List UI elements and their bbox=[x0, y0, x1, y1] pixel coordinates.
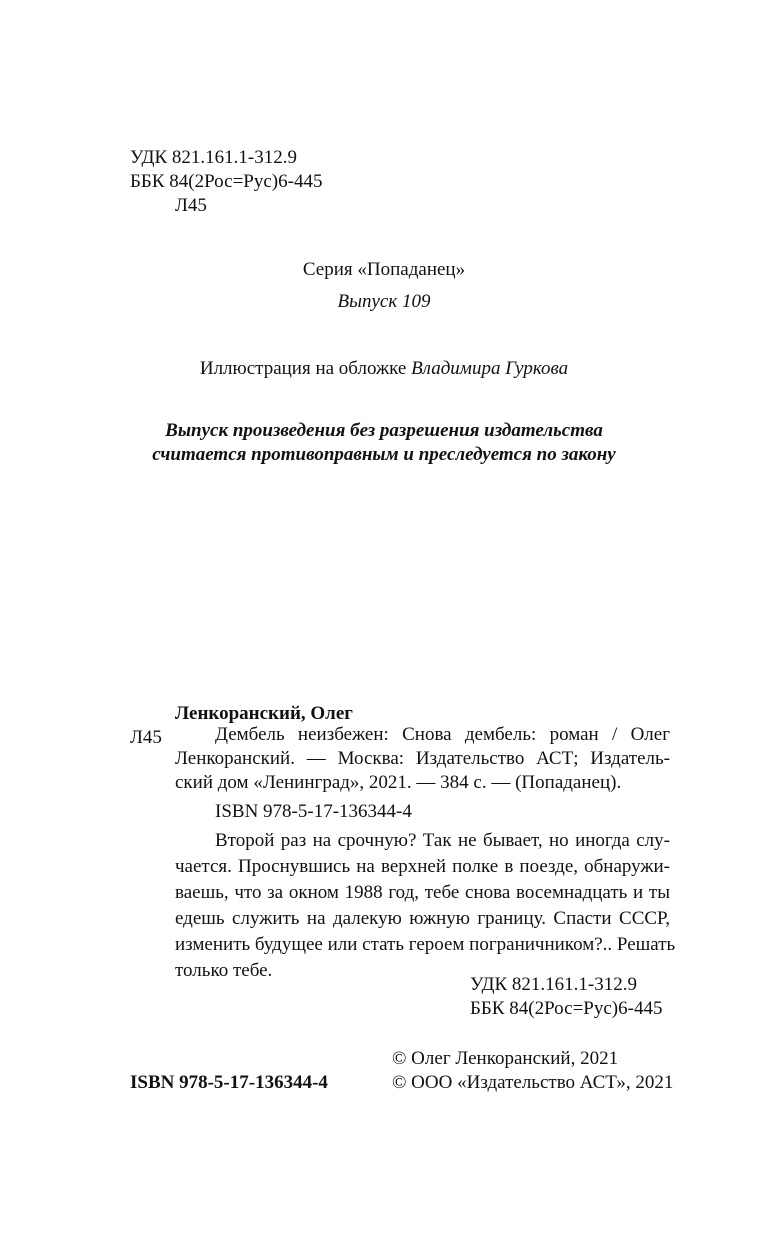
legal-warning-line-2: считается противоправным и преследуется по закону bbox=[152, 444, 616, 465]
legal-warning-line-1: Выпуск произведения без разрешения издательства bbox=[165, 420, 603, 441]
annotation bbox=[175, 828, 676, 984]
catalog-isbn: ISBN 978-5-17-136344-4 bbox=[215, 801, 412, 822]
annotation-line: ваешь, что за окном 1988 год, тебе снова восемнадцать и ты bbox=[175, 882, 670, 903]
illustration-credit bbox=[0, 357, 768, 381]
footer-isbn: ISBN 978-5-17-136344-4 bbox=[130, 1072, 328, 1093]
illustration-artist: Владимира Гуркова bbox=[411, 358, 569, 379]
annotation-line: едешь служить на далекую южную границу. Спасти СССР, bbox=[175, 908, 670, 929]
catalog-entry-line: Дембель неизбежен: Снова дембель: роман / Олег bbox=[215, 724, 670, 745]
annotation-line: Второй раз на срочную? Так не бывает, но иногда слу- bbox=[215, 830, 670, 851]
annotation-line: только тебе. bbox=[175, 960, 273, 981]
catalog-entry bbox=[175, 723, 670, 795]
copyright-publisher: © ООО «Издательство АСТ», 2021 bbox=[392, 1072, 674, 1093]
series-issue: Выпуск 109 bbox=[337, 291, 431, 312]
catalog-bbk: ББК 84(2Рос=Рус)6-445 bbox=[470, 998, 663, 1019]
udk-code: УДК 821.161.1-312.9 bbox=[130, 147, 297, 168]
illustration-prefix: Иллюстрация на обложке bbox=[199, 358, 407, 379]
author-mark: Л45 bbox=[175, 195, 207, 216]
annotation-line: изменить будущее или стать героем пограничником?.. Решать bbox=[175, 934, 676, 955]
catalog-mark: Л45 bbox=[130, 727, 162, 748]
annotation-line: чается. Проснувшись на верхней полке в поезде, обнаружи- bbox=[175, 856, 670, 877]
catalog-entry-line: ский дом «Ленинград», 2021. — 384 с. — (Попаданец). bbox=[175, 772, 622, 793]
catalog-udk: УДК 821.161.1-312.9 bbox=[470, 974, 637, 995]
bbk-code: ББК 84(2Рос=Рус)6-445 bbox=[130, 171, 323, 192]
copyright-author: © Олег Ленкоранский, 2021 bbox=[392, 1048, 619, 1069]
catalog-author: Ленкоранский, Олег bbox=[175, 703, 353, 724]
series-line: Серия «Попаданец» bbox=[302, 259, 466, 280]
catalog-entry-line: Ленкоранский. — Москва: Издательство АСТ; Издатель- bbox=[175, 748, 670, 769]
